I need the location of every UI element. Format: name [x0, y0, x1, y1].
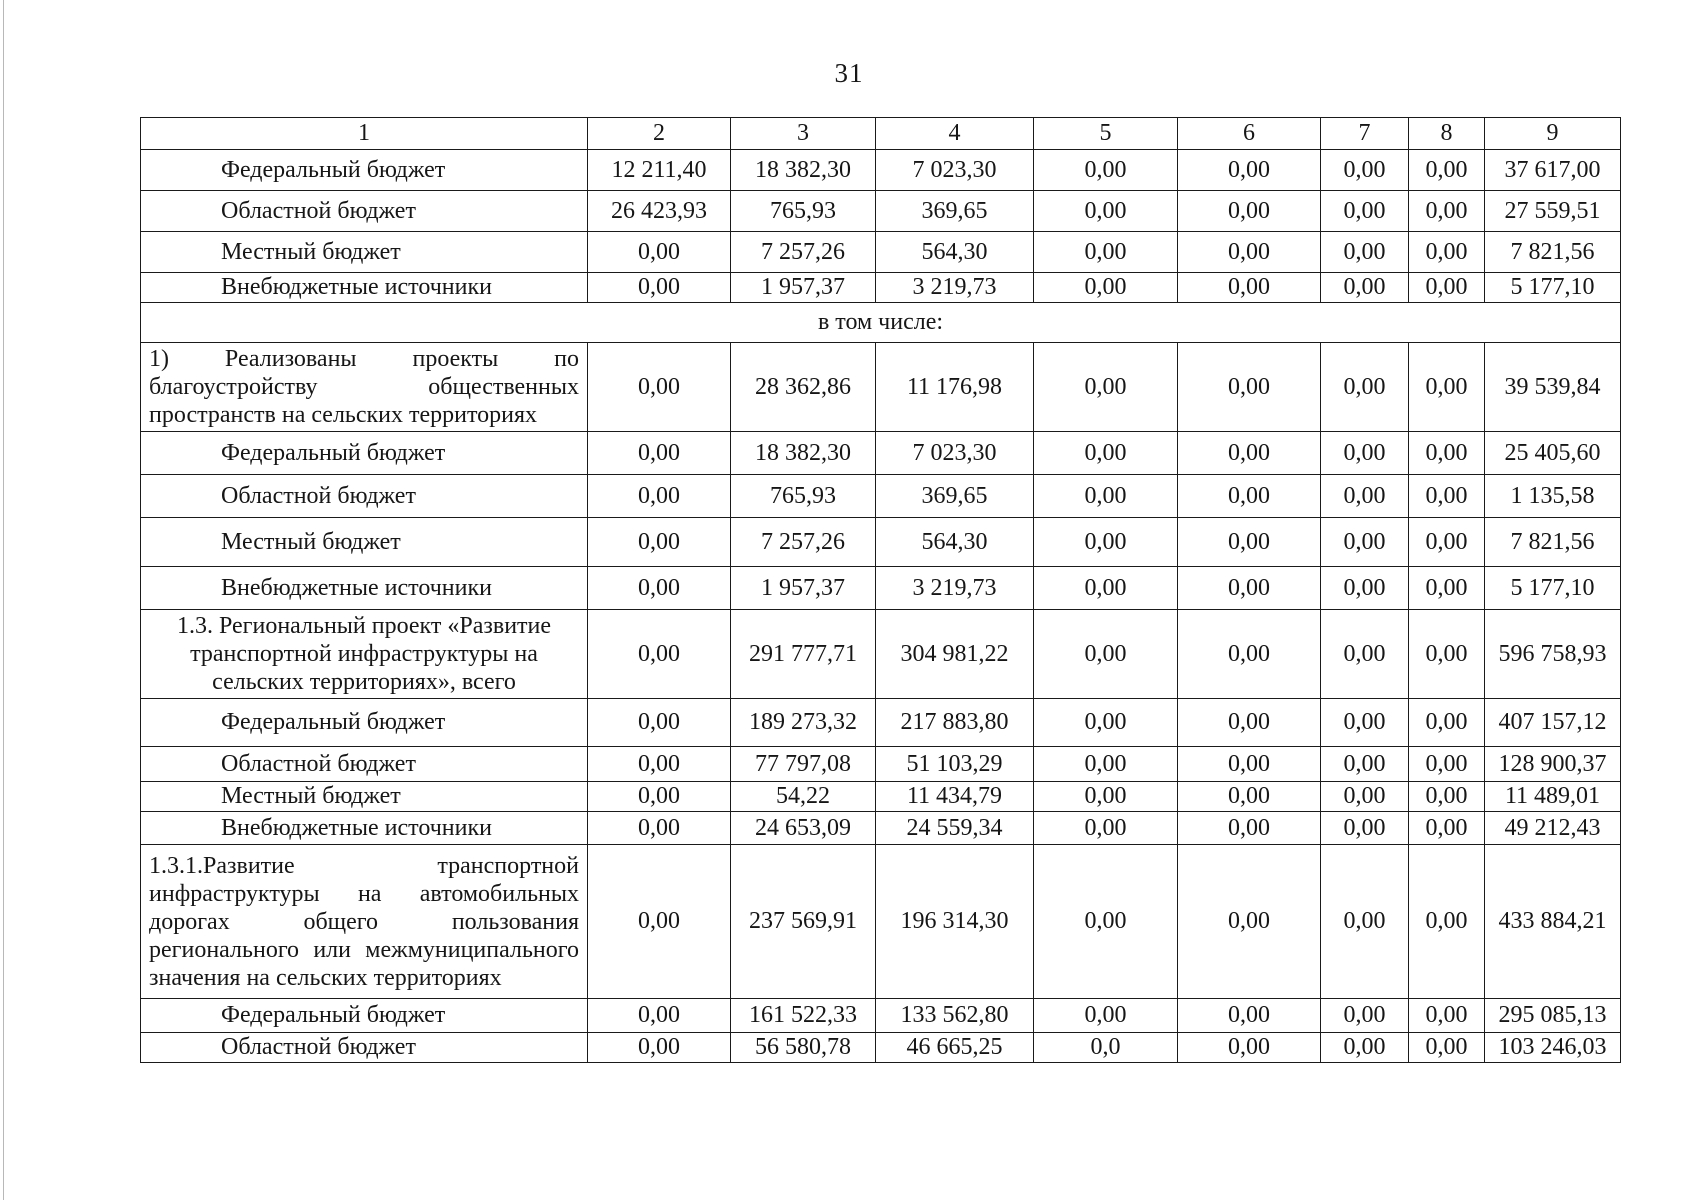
value-cell: 103 246,03 — [1485, 1033, 1621, 1063]
value-cell: 0,00 — [1321, 747, 1409, 782]
value-cell: 0,00 — [1409, 845, 1485, 999]
table-row — [141, 191, 1621, 232]
value-cell: 0,00 — [1409, 812, 1485, 845]
value-cell: 0,00 — [588, 747, 731, 782]
column-number: 5 — [1034, 118, 1178, 150]
value-cell: 564,30 — [876, 232, 1034, 273]
value-cell: 0,00 — [1409, 475, 1485, 518]
value-cell: 0,00 — [588, 812, 731, 845]
value-cell: 7 821,56 — [1485, 518, 1621, 567]
value-cell: 54,22 — [731, 782, 876, 812]
row-label: Местный бюджет — [141, 782, 588, 812]
value-cell: 1 135,58 — [1485, 475, 1621, 518]
value-cell: 0,00 — [1034, 191, 1178, 232]
value-cell: 0,00 — [1409, 999, 1485, 1033]
value-cell: 0,00 — [1034, 782, 1178, 812]
table-row — [141, 432, 1621, 475]
table-row — [141, 845, 1621, 999]
value-cell: 11 489,01 — [1485, 782, 1621, 812]
value-cell: 0,00 — [1321, 999, 1409, 1033]
value-cell: 0,00 — [588, 273, 731, 303]
value-cell: 0,00 — [1409, 232, 1485, 273]
value-cell: 304 981,22 — [876, 610, 1034, 699]
value-cell: 0,00 — [1034, 343, 1178, 432]
value-cell: 1 957,37 — [731, 273, 876, 303]
value-cell: 0,00 — [588, 845, 731, 999]
value-cell: 28 362,86 — [731, 343, 876, 432]
table-row — [141, 999, 1621, 1033]
row-label: Областной бюджет — [141, 191, 588, 232]
value-cell: 1 957,37 — [731, 567, 876, 610]
table-body — [141, 118, 1621, 1063]
table-row — [141, 812, 1621, 845]
value-cell: 0,00 — [1321, 475, 1409, 518]
value-cell: 0,00 — [1034, 747, 1178, 782]
value-cell: 0,00 — [1321, 610, 1409, 699]
row-label: Внебюджетные источники — [141, 812, 588, 845]
value-cell: 0,00 — [1178, 518, 1321, 567]
row-label: Федеральный бюджет — [141, 432, 588, 475]
value-cell: 77 797,08 — [731, 747, 876, 782]
value-cell: 0,0 — [1034, 1033, 1178, 1063]
value-cell: 0,00 — [1178, 1033, 1321, 1063]
value-cell: 196 314,30 — [876, 845, 1034, 999]
row-label: Областной бюджет — [141, 747, 588, 782]
table-row — [141, 747, 1621, 782]
value-cell: 596 758,93 — [1485, 610, 1621, 699]
value-cell: 0,00 — [1409, 343, 1485, 432]
value-cell: 0,00 — [1178, 432, 1321, 475]
value-cell: 0,00 — [1034, 567, 1178, 610]
value-cell: 7 257,26 — [731, 518, 876, 567]
value-cell: 49 212,43 — [1485, 812, 1621, 845]
value-cell: 39 539,84 — [1485, 343, 1621, 432]
value-cell: 0,00 — [1178, 747, 1321, 782]
value-cell: 0,00 — [588, 567, 731, 610]
table-row — [141, 232, 1621, 273]
value-cell: 0,00 — [1178, 999, 1321, 1033]
subheading-cell: в том числе: — [141, 303, 1621, 343]
value-cell: 7 821,56 — [1485, 232, 1621, 273]
value-cell: 25 405,60 — [1485, 432, 1621, 475]
value-cell: 0,00 — [1409, 610, 1485, 699]
column-number: 2 — [588, 118, 731, 150]
value-cell: 0,00 — [588, 518, 731, 567]
value-cell: 0,00 — [588, 1033, 731, 1063]
value-cell: 0,00 — [1409, 699, 1485, 747]
value-cell: 0,00 — [1409, 782, 1485, 812]
column-number: 1 — [141, 118, 588, 150]
value-cell: 0,00 — [1034, 232, 1178, 273]
value-cell: 0,00 — [1409, 432, 1485, 475]
value-cell: 0,00 — [1034, 273, 1178, 303]
value-cell: 0,00 — [1034, 699, 1178, 747]
value-cell: 7 023,30 — [876, 150, 1034, 191]
value-cell: 12 211,40 — [588, 150, 731, 191]
column-number: 6 — [1178, 118, 1321, 150]
value-cell: 0,00 — [588, 999, 731, 1033]
value-cell: 0,00 — [1034, 845, 1178, 999]
value-cell: 0,00 — [1178, 273, 1321, 303]
value-cell: 24 559,34 — [876, 812, 1034, 845]
value-cell: 56 580,78 — [731, 1033, 876, 1063]
table-row — [141, 518, 1621, 567]
value-cell: 369,65 — [876, 475, 1034, 518]
value-cell: 0,00 — [1321, 699, 1409, 747]
row-label: Местный бюджет — [141, 232, 588, 273]
table-row — [141, 782, 1621, 812]
value-cell: 133 562,80 — [876, 999, 1034, 1033]
value-cell: 5 177,10 — [1485, 273, 1621, 303]
value-cell: 433 884,21 — [1485, 845, 1621, 999]
value-cell: 0,00 — [1321, 518, 1409, 567]
value-cell: 27 559,51 — [1485, 191, 1621, 232]
value-cell: 0,00 — [1321, 191, 1409, 232]
value-cell: 0,00 — [1034, 610, 1178, 699]
value-cell: 0,00 — [1034, 432, 1178, 475]
table-row — [141, 303, 1621, 343]
value-cell: 37 617,00 — [1485, 150, 1621, 191]
value-cell: 0,00 — [1409, 150, 1485, 191]
value-cell: 0,00 — [588, 610, 731, 699]
value-cell: 5 177,10 — [1485, 567, 1621, 610]
row-label: Федеральный бюджет — [141, 699, 588, 747]
value-cell: 0,00 — [588, 232, 731, 273]
table-row — [141, 567, 1621, 610]
value-cell: 0,00 — [1409, 567, 1485, 610]
value-cell: 0,00 — [1409, 518, 1485, 567]
value-cell: 0,00 — [1321, 1033, 1409, 1063]
value-cell: 0,00 — [1034, 518, 1178, 567]
value-cell: 0,00 — [1178, 191, 1321, 232]
value-cell: 0,00 — [588, 432, 731, 475]
row-label: Местный бюджет — [141, 518, 588, 567]
value-cell: 11 434,79 — [876, 782, 1034, 812]
value-cell: 0,00 — [1409, 747, 1485, 782]
value-cell: 0,00 — [1178, 845, 1321, 999]
value-cell: 0,00 — [1409, 273, 1485, 303]
value-cell: 0,00 — [588, 475, 731, 518]
value-cell: 0,00 — [1321, 150, 1409, 191]
value-cell: 0,00 — [1321, 782, 1409, 812]
table-row — [141, 610, 1621, 699]
column-number: 9 — [1485, 118, 1621, 150]
table-row — [141, 343, 1621, 432]
column-number: 7 — [1321, 118, 1409, 150]
value-cell: 0,00 — [1178, 782, 1321, 812]
table-row — [141, 273, 1621, 303]
value-cell: 0,00 — [1178, 610, 1321, 699]
table-row — [141, 150, 1621, 191]
value-cell: 369,65 — [876, 191, 1034, 232]
column-number: 8 — [1409, 118, 1485, 150]
value-cell: 237 569,91 — [731, 845, 876, 999]
value-cell: 0,00 — [1178, 699, 1321, 747]
value-cell: 46 665,25 — [876, 1033, 1034, 1063]
value-cell: 0,00 — [1321, 273, 1409, 303]
row-label: Федеральный бюджет — [141, 999, 588, 1033]
value-cell: 0,00 — [1178, 343, 1321, 432]
value-cell: 7 257,26 — [731, 232, 876, 273]
value-cell: 24 653,09 — [731, 812, 876, 845]
row-label: 1.3.1.Развитие транспортной инфраструктуры на автомобильных дорогах общего пользования регионального или межмуниципального значения на сельских территориях — [141, 845, 588, 999]
value-cell: 564,30 — [876, 518, 1034, 567]
value-cell: 26 423,93 — [588, 191, 731, 232]
value-cell: 3 219,73 — [876, 567, 1034, 610]
value-cell: 0,00 — [588, 782, 731, 812]
scan-edge — [3, 0, 4, 1200]
value-cell: 0,00 — [1321, 845, 1409, 999]
value-cell: 0,00 — [1034, 999, 1178, 1033]
budget-table — [140, 117, 1621, 1063]
value-cell: 765,93 — [731, 475, 876, 518]
row-label: 1.3. Региональный проект «Развитие транспортной инфраструктуры на сельских территориях», всего — [141, 610, 588, 699]
value-cell: 0,00 — [1178, 232, 1321, 273]
row-label: Внебюджетные источники — [141, 273, 588, 303]
row-label: 1) Реализованы проекты по благоустройству общественных пространств на сельских территориях — [141, 343, 588, 432]
value-cell: 7 023,30 — [876, 432, 1034, 475]
value-cell: 0,00 — [588, 699, 731, 747]
value-cell: 0,00 — [1321, 812, 1409, 845]
table-row — [141, 1033, 1621, 1063]
table-row — [141, 475, 1621, 518]
value-cell: 765,93 — [731, 191, 876, 232]
value-cell: 3 219,73 — [876, 273, 1034, 303]
row-label: Областной бюджет — [141, 1033, 588, 1063]
value-cell: 0,00 — [1178, 812, 1321, 845]
value-cell: 11 176,98 — [876, 343, 1034, 432]
header-row — [141, 118, 1621, 150]
column-number: 3 — [731, 118, 876, 150]
value-cell: 128 900,37 — [1485, 747, 1621, 782]
value-cell: 0,00 — [1034, 150, 1178, 191]
value-cell: 0,00 — [1409, 191, 1485, 232]
table-row — [141, 699, 1621, 747]
row-label: Внебюджетные источники — [141, 567, 588, 610]
value-cell: 51 103,29 — [876, 747, 1034, 782]
value-cell: 189 273,32 — [731, 699, 876, 747]
value-cell: 0,00 — [1321, 232, 1409, 273]
value-cell: 0,00 — [1178, 475, 1321, 518]
value-cell: 407 157,12 — [1485, 699, 1621, 747]
row-label: Областной бюджет — [141, 475, 588, 518]
value-cell: 0,00 — [1034, 812, 1178, 845]
value-cell: 291 777,71 — [731, 610, 876, 699]
value-cell: 0,00 — [588, 343, 731, 432]
row-label: Федеральный бюджет — [141, 150, 588, 191]
value-cell: 0,00 — [1409, 1033, 1485, 1063]
value-cell: 217 883,80 — [876, 699, 1034, 747]
value-cell: 0,00 — [1178, 567, 1321, 610]
page-number: 31 — [834, 58, 864, 88]
value-cell: 18 382,30 — [731, 150, 876, 191]
value-cell: 0,00 — [1034, 475, 1178, 518]
value-cell: 0,00 — [1321, 343, 1409, 432]
value-cell: 295 085,13 — [1485, 999, 1621, 1033]
value-cell: 0,00 — [1321, 432, 1409, 475]
value-cell: 0,00 — [1178, 150, 1321, 191]
column-number: 4 — [876, 118, 1034, 150]
value-cell: 18 382,30 — [731, 432, 876, 475]
value-cell: 161 522,33 — [731, 999, 876, 1033]
value-cell: 0,00 — [1321, 567, 1409, 610]
